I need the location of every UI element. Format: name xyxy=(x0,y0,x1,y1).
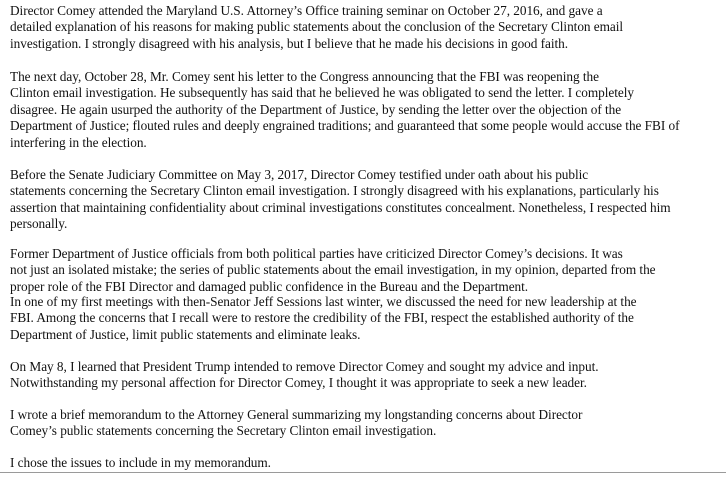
paragraph-senate-testimony: Before the Senate Judiciary Committee on May 3, 2017, Director Comey testified under oath about his public statements concerning the Secretary Clinton email investigation. I strongly disagreed with his explanations, particularly his assertion that maintaining confidentiality about criminal investigations constitutes concealment. Nonetheless, I respected him personally. xyxy=(10,167,671,232)
paragraph-chose-issues: I chose the issues to include in my memorandum. xyxy=(10,455,271,470)
paragraph-maryland-seminar: Director Comey attended the Maryland U.S. Attorney’s Office training seminar on October 27, 2016, and gave a detailed explanation of his reasons for making public statements about the conclusion of the Secretary Clinton email investigation. I strongly disagreed with his analysis, but I believe that he made his decisions in good faith. xyxy=(10,3,624,51)
paragraph-former-officials: Former Department of Justice officials from both political parties have criticized Director Comey’s decisions. It was not just an isolated mistake; the series of public statements about the email investigation, in my opinion, departed from the proper role of the FBI Director and damaged public confidence in the Bureau and the Department. xyxy=(10,246,656,294)
page-bottom-divider xyxy=(0,472,726,473)
paragraph-memorandum: I wrote a brief memorandum to the Attorney General summarizing my longstanding concerns about Director Comey’s public statements concerning the Secretary Clinton email investigation. xyxy=(10,407,583,439)
paragraph-letter-to-congress: The next day, October 28, Mr. Comey sent his letter to the Congress announcing that the FBI was reopening the Clinton email investigation. He subsequently has said that he believed he was obligated to send the letter. I completely disagree. He again usurped the authority of the Department of Justice, by sending the letter over the objection of the Department of Justice; flouted rules and deeply engrained traditions; and guaranteed that some people would accuse the FBI of interfering in the election. xyxy=(10,69,680,150)
paragraph-sessions-meeting: In one of my first meetings with then-Senator Jeff Sessions last winter, we discussed the need for new leadership at the FBI. Among the concerns that I recall were to restore the credibility of the FBI, respect the established authority of the Department of Justice, limit public statements and eliminate leaks. xyxy=(10,294,637,342)
paragraph-may-8: On May 8, I learned that President Trump intended to remove Director Comey and sought my advice and input. Notwithstanding my personal affection for Director Comey, I thought it was appropriate to seek a new leader. xyxy=(10,359,599,391)
